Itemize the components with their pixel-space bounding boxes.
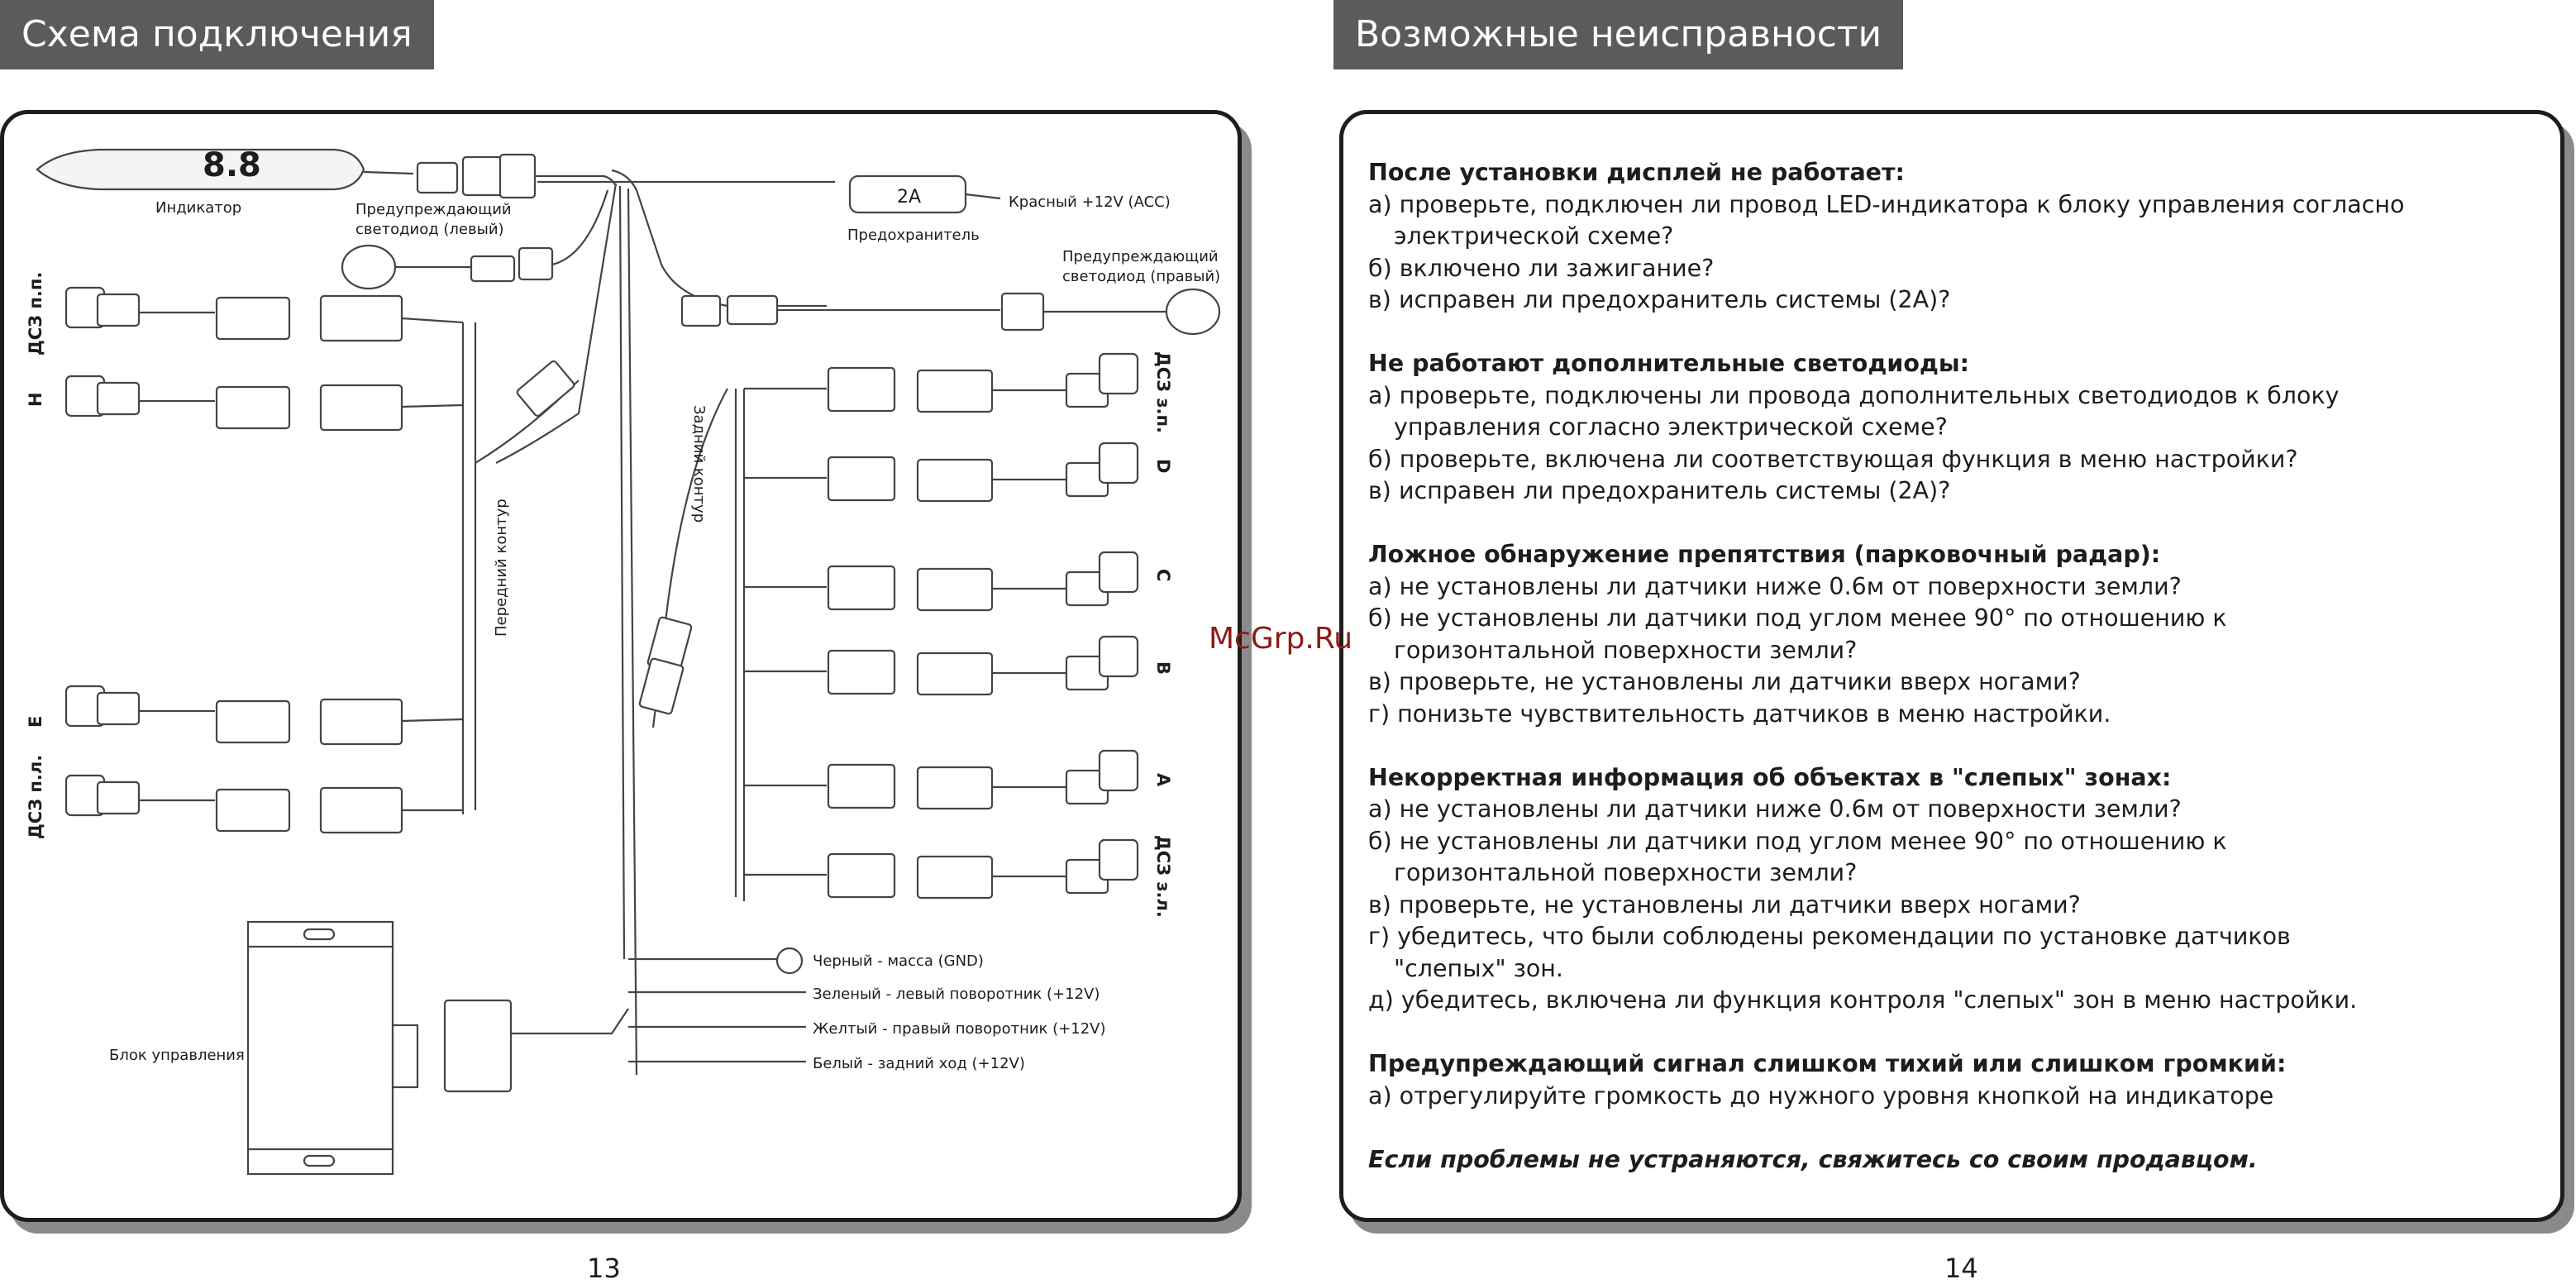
list-item: б) не установлены ли датчики под углом менее 90° по отношению к горизонтальной поверхности земли? [1368,604,2227,664]
display-digits: 8.8 [203,146,261,184]
final-note: Если проблемы не устраняются, свяжитесь со своим продавцом. [1368,1145,2258,1173]
section-volume [1368,1048,2410,1112]
page-title-left: Схема подключения [0,0,434,69]
section-title: Ложное обнаружение препятствия (парковочный радар): [1368,541,2161,568]
sensor-front-2: H [26,392,45,407]
control-unit [248,922,393,1174]
led-right-label-1: Предупреждающий [1062,248,1219,265]
led-left-label-1: Предупреждающий [355,201,512,218]
list-item: в) проверьте, не установлены ли датчики вверх ногами? [1368,890,2081,919]
sensor-front-3: E [26,715,45,728]
wire-gnd: Черный - масса (GND) [813,952,984,970]
list-item: б) включено ли зажигание? [1368,254,1715,282]
section-display [1368,157,2410,317]
list-item: в) исправен ли предохранитель системы (2А)? [1368,477,1951,504]
list-item: б) не установлены ли датчики под углом менее 90° по отношению к горизонтальной поверхности земли? [1368,827,2227,886]
section-blind-zones [1368,762,2410,1017]
list-item: а) отрегулируйте громкость до нужного уровня кнопкой на индикаторе [1368,1081,2274,1110]
section-title: Некорректная информация об объектах в "слепых" зонах: [1368,763,2172,791]
fuse-value: 2A [897,187,922,208]
page-number-left: 13 [587,1253,621,1284]
list-item: д) убедитесь, включена ли функция контроля "слепых" зон в меню настройки. [1368,986,2358,1014]
red-wire-label: Красный +12V (ACC) [1009,193,1171,211]
sensor-rear-3: C [1153,569,1173,582]
list-item: в) исправен ли предохранитель системы (2А)? [1368,286,1951,313]
section-title: После установки дисплей не работает: [1368,159,1905,186]
list-item: г) убедитесь, что были соблюдены рекомендации по установке датчиков "слепых" зон. [1368,923,2291,982]
list-item: а) не установлены ли датчики ниже 0.6м от поверхности земли? [1368,795,2182,823]
list-item: а) проверьте, подключен ли провод LED-индикатора к блоку управления согласно электрической схеме? [1368,190,2405,250]
sensor-rear-5: A [1153,773,1173,787]
sensor-rear-6: ДСЗ з.л. [1153,835,1173,918]
led-right-label-2: светодиод (правый) [1062,268,1221,285]
sensor-rear-4: B [1153,661,1173,675]
list-item: а) проверьте, подключены ли провода дополнительных светодиодов к блоку управления согласно электрической схеме? [1368,381,2340,441]
sensor-front-4: ДСЗ п.л. [26,754,45,839]
list-item: г) понизьте чувствительность датчиков в меню настройки. [1368,699,2111,728]
rear-loop-label: Задний контур [690,405,708,523]
list-item: в) проверьте, не установлены ли датчики вверх ногами? [1368,668,2081,695]
wire-green: Зеленый - левый поворотник (+12V) [813,986,1100,1003]
led-left-label-2: светодиод (левый) [355,221,504,238]
section-title: Не работают дополнительные светодиоды: [1368,350,1970,377]
wire-yellow: Желтый - правый поворотник (+12V) [813,1020,1106,1038]
front-loop-label: Передний контур [493,499,510,637]
troubleshooting-list [1368,157,2410,1176]
section-title: Предупреждающий сигнал слишком тихий или слишком громкий: [1368,1050,2287,1077]
section-leds [1368,348,2410,508]
page-title-right: Возможные неисправности [1333,0,1903,69]
list-item: б) проверьте, включена ли соответствующая функция в меню настройки? [1368,445,2298,473]
section-false-detection [1368,539,2410,730]
watermark: McGrp.Ru [1209,622,1353,656]
sensor-rear-2: D [1153,459,1173,474]
sensor-rear-1: ДСЗ з.п. [1153,351,1173,434]
indicator-label: Индикатор [155,199,242,217]
sensor-front-1: ДСЗ п.п. [26,271,45,356]
indicator-body [37,150,364,189]
wire-white: Белый - задний ход (+12V) [813,1055,1025,1072]
control-unit-label: Блок управления [109,1047,245,1064]
fuse-label: Предохранитель [847,227,980,244]
page-number-right: 14 [1944,1253,1978,1284]
list-item: а) не установлены ли датчики ниже 0.6м от поверхности земли? [1368,572,2182,600]
wiring-diagram [0,0,1257,1240]
